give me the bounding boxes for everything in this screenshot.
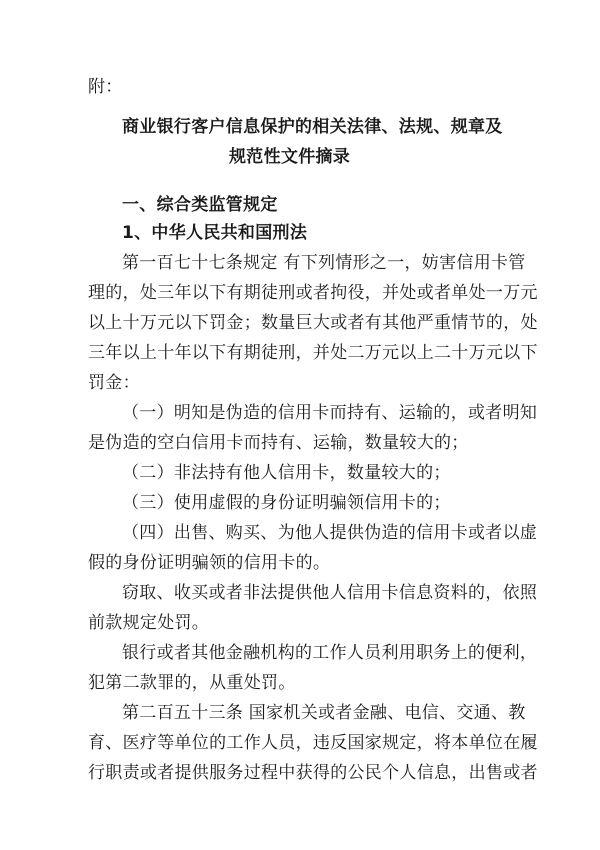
document-title-line-1: 商业银行客户信息保护的相关法律、法规、规章及 <box>122 117 503 137</box>
list-item-line: 假的身份证明骗领的信用卡的。 <box>88 553 331 573</box>
paragraph-line: 银行或者其他金融机构的工作人员利用职务上的便利， <box>122 643 538 663</box>
paragraph-line: 三年以上十年以下有期徒刑，并处二万元以上二十万元以下 <box>88 343 538 363</box>
paragraph-line: 前款规定处罚。 <box>88 613 210 633</box>
paragraph-line: 第二百五十三条 国家机关或者金融、电信、交通、教 <box>122 703 526 723</box>
paragraph-line: 罚金： <box>88 373 140 393</box>
list-item-line: （一）明知是伪造的信用卡而持有、运输的，或者明知 <box>122 403 538 423</box>
list-item-line: （三）使用虚假的身份证明骗领信用卡的； <box>122 493 451 513</box>
paragraph-line: 育、医疗等单位的工作人员，违反国家规定，将本单位在履 <box>88 733 538 753</box>
list-item-line: （二）非法持有他人信用卡，数量较大的； <box>122 463 451 483</box>
list-item-line: （四）出售、购买、为他人提供伪造的信用卡或者以虚 <box>122 523 538 543</box>
paragraph-line: 以上十万元以下罚金；数量巨大或者有其他严重情节的，处 <box>88 313 538 333</box>
paragraph-line: 第一百七十七条规定 有下列情形之一，妨害信用卡管 <box>122 253 526 273</box>
attachment-label: 附： <box>88 77 123 97</box>
section-heading: 一、综合类监管规定 <box>122 195 278 215</box>
section-subheading: 1、中华人民共和国刑法 <box>122 223 308 243</box>
paragraph-line: 窃取、收买或者非法提供他人信用卡信息资料的，依照 <box>122 583 538 603</box>
list-item-line: 是伪造的空白信用卡而持有、运输，数量较大的； <box>88 433 469 453</box>
paragraph-line: 犯第二款罪的，从重处罚。 <box>88 673 296 693</box>
paragraph-line: 行职责或者提供服务过程中获得的公民个人信息，出售或者 <box>88 763 538 783</box>
paragraph-line: 理的，处三年以下有期徒刑或者拘役，并处或者单处一万元 <box>88 283 538 303</box>
document-title-line-2: 规范性文件摘录 <box>229 147 351 167</box>
